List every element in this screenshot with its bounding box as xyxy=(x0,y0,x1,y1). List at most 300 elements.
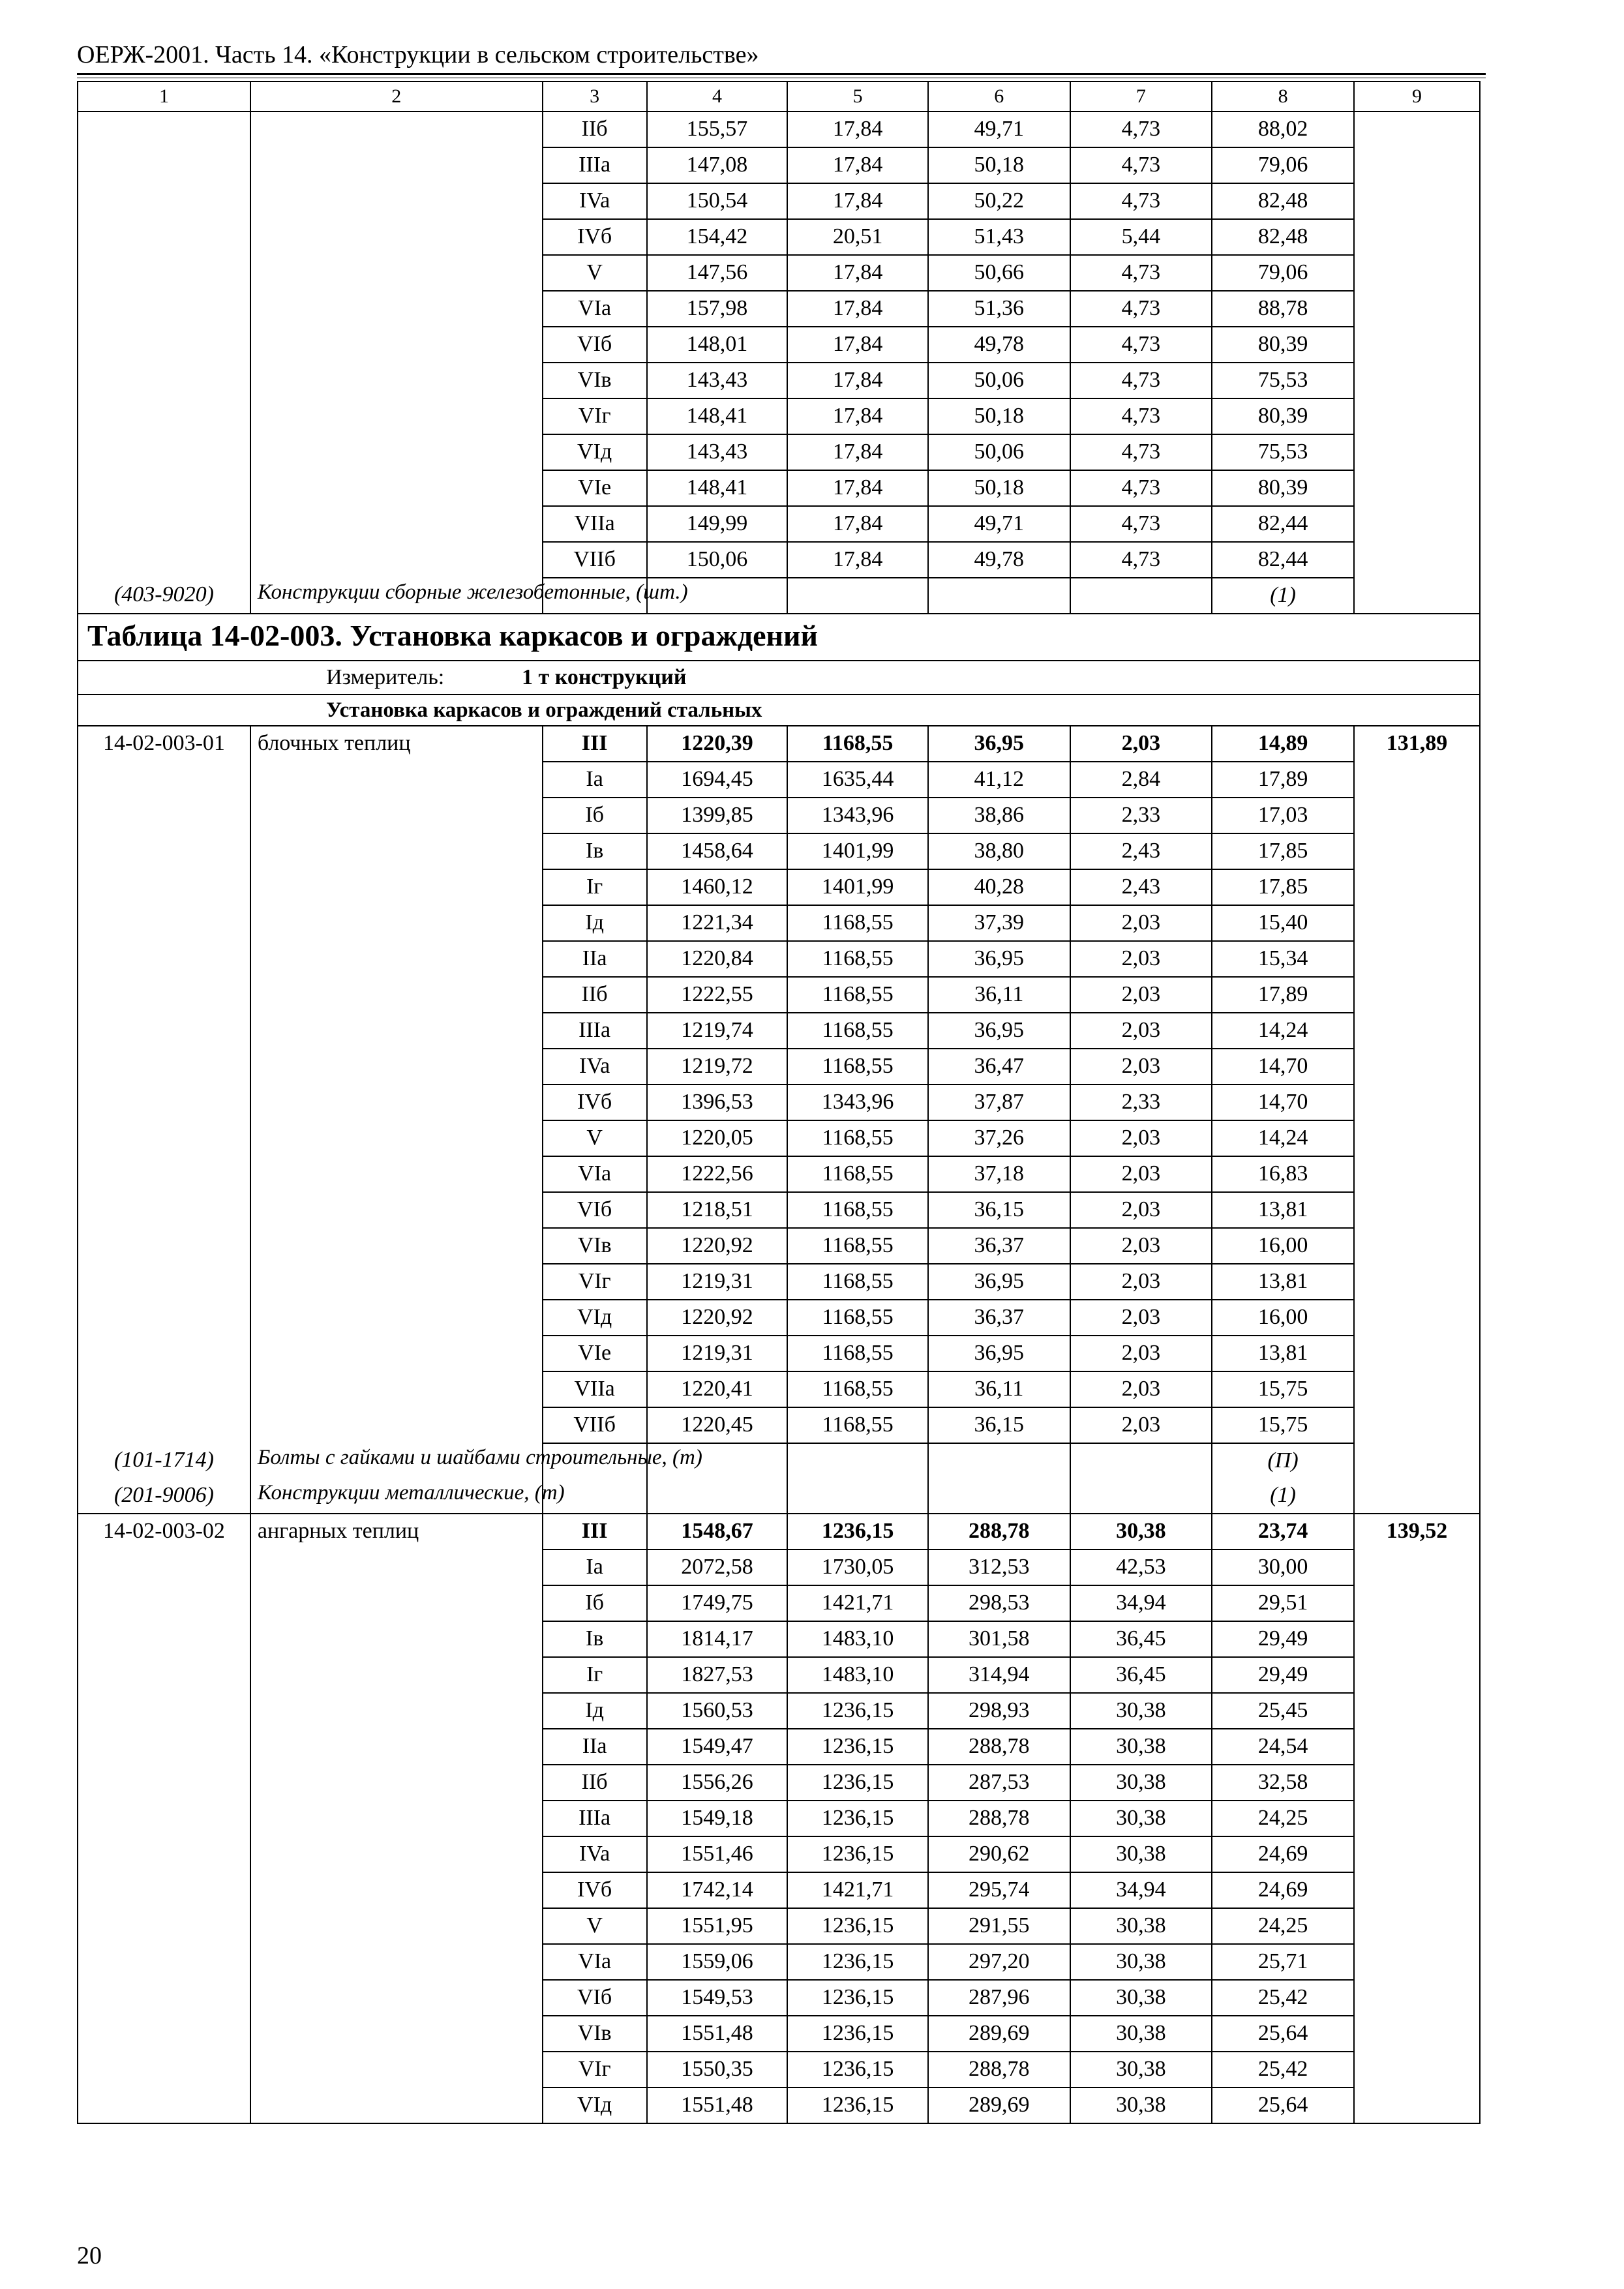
table-row xyxy=(78,1908,1480,1944)
cell-machinist-wages: 2,03 xyxy=(1070,941,1212,977)
cell-machine-costs: 50,06 xyxy=(928,434,1070,470)
cell-materials: 29,49 xyxy=(1212,1621,1354,1657)
cell-labor-hours xyxy=(1354,183,1480,219)
table-row xyxy=(78,1729,1480,1765)
cell-labor-hours xyxy=(1354,1908,1480,1944)
cell-name xyxy=(250,1371,543,1407)
price-table xyxy=(77,81,1481,2124)
cell-code xyxy=(78,905,250,941)
cell-materials: 24,25 xyxy=(1212,1801,1354,1836)
cell-labor-hours xyxy=(1354,869,1480,905)
cell-name xyxy=(250,1300,543,1336)
resource-code: (403-9020) xyxy=(78,578,250,614)
cell-direct-costs: 1549,47 xyxy=(647,1729,788,1765)
column-number-row xyxy=(78,82,1480,112)
table-row xyxy=(78,869,1480,905)
cell-name: блочных теплиц xyxy=(250,726,543,762)
cell-direct-costs: 1219,74 xyxy=(647,1013,788,1049)
cell-labor-wages: 1483,10 xyxy=(787,1621,928,1657)
cell-code xyxy=(78,1371,250,1407)
cell-machinist-wages: 30,38 xyxy=(1070,1514,1212,1549)
cell-name xyxy=(250,762,543,798)
cell-name xyxy=(250,434,543,470)
cell-code xyxy=(78,1300,250,1336)
cell-zone: Iв xyxy=(543,833,647,869)
cell-labor-wages: 1236,15 xyxy=(787,1908,928,1944)
cell-name xyxy=(250,1192,543,1228)
cell-zone: IVб xyxy=(543,1872,647,1908)
cell-direct-costs: 1549,18 xyxy=(647,1801,788,1836)
cell-machine-costs: 288,78 xyxy=(928,1801,1070,1836)
cell-materials: 17,89 xyxy=(1212,762,1354,798)
cell-direct-costs: 1399,85 xyxy=(647,798,788,833)
cell-labor-hours xyxy=(1354,1585,1480,1621)
cell-labor-wages: 1483,10 xyxy=(787,1657,928,1693)
cell-machinist-wages: 2,03 xyxy=(1070,905,1212,941)
cell-name xyxy=(250,363,543,398)
cell-code xyxy=(78,1336,250,1371)
column-number: 6 xyxy=(928,82,1070,112)
cell-zone: IVб xyxy=(543,1085,647,1120)
table-row xyxy=(78,1120,1480,1156)
cell-labor-hours xyxy=(1354,1120,1480,1156)
cell-name: ангарных теплиц xyxy=(250,1514,543,1549)
resource-code: (201-9006) xyxy=(78,1478,250,1514)
cell-machine-costs: 36,11 xyxy=(928,1371,1070,1407)
cell-materials: 25,42 xyxy=(1212,1980,1354,2016)
cell-direct-costs: 1219,31 xyxy=(647,1264,788,1300)
cell-materials: 30,00 xyxy=(1212,1549,1354,1585)
cell-name xyxy=(250,1621,543,1657)
cell-code xyxy=(78,2087,250,2123)
cell-zone: IVб xyxy=(543,219,647,255)
cell-code xyxy=(78,1980,250,2016)
cell-code xyxy=(78,1049,250,1085)
cell-name xyxy=(250,1085,543,1120)
cell-labor-wages: 1168,55 xyxy=(787,1156,928,1192)
cell-labor-hours xyxy=(1354,798,1480,833)
table-row xyxy=(78,762,1480,798)
cell-materials: 80,39 xyxy=(1212,327,1354,363)
cell-direct-costs: 2072,58 xyxy=(647,1549,788,1585)
cell-materials: 75,53 xyxy=(1212,434,1354,470)
cell-zone: VIв xyxy=(543,2016,647,2052)
page-header: ОЕРЖ-2001. Часть 14. «Конструкции в сельском строительстве» xyxy=(77,41,759,68)
cell-zone: V xyxy=(543,1120,647,1156)
cell-machinist-wages: 30,38 xyxy=(1070,1729,1212,1765)
cell-code xyxy=(78,1156,250,1192)
cell-labor-hours xyxy=(1354,1549,1480,1585)
cell-code xyxy=(78,798,250,833)
cell-name xyxy=(250,183,543,219)
cell-labor-hours xyxy=(1354,219,1480,255)
table-row xyxy=(78,542,1480,578)
cell-labor-hours xyxy=(1354,1980,1480,2016)
cell-materials: 82,48 xyxy=(1212,219,1354,255)
column-number: 4 xyxy=(647,82,788,112)
cell-zone: Iб xyxy=(543,798,647,833)
cell-labor-hours xyxy=(1354,2016,1480,2052)
cell-direct-costs: 150,54 xyxy=(647,183,788,219)
table-row xyxy=(78,905,1480,941)
cell-machinist-wages: 4,73 xyxy=(1070,363,1212,398)
column-number: 5 xyxy=(787,82,928,112)
cell-labor-wages: 1421,71 xyxy=(787,1872,928,1908)
cell-zone: IVa xyxy=(543,1836,647,1872)
cell-materials: 32,58 xyxy=(1212,1765,1354,1801)
column-number: 2 xyxy=(250,82,543,112)
cell-direct-costs: 143,43 xyxy=(647,434,788,470)
cell-machinist-wages: 4,73 xyxy=(1070,255,1212,291)
cell-labor-hours xyxy=(1354,506,1480,542)
cell-name xyxy=(250,1549,543,1585)
cell-materials: 16,83 xyxy=(1212,1156,1354,1192)
cell-zone: VIa xyxy=(543,291,647,327)
cell-machinist-wages: 36,45 xyxy=(1070,1657,1212,1693)
cell-machine-costs: 50,22 xyxy=(928,183,1070,219)
cell-code xyxy=(78,1264,250,1300)
cell-labor-hours xyxy=(1354,1300,1480,1336)
cell-labor-hours xyxy=(1354,542,1480,578)
cell-name xyxy=(250,1908,543,1944)
cell-direct-costs: 1222,56 xyxy=(647,1156,788,1192)
cell-direct-costs: 1396,53 xyxy=(647,1085,788,1120)
cell-materials: 14,70 xyxy=(1212,1049,1354,1085)
table-row xyxy=(78,219,1480,255)
cell-direct-costs: 149,99 xyxy=(647,506,788,542)
cell-labor-hours xyxy=(1354,1085,1480,1120)
cell-code xyxy=(78,1585,250,1621)
cell-machine-costs: 36,11 xyxy=(928,977,1070,1013)
cell-labor-wages: 1635,44 xyxy=(787,762,928,798)
cell-labor-wages: 1168,55 xyxy=(787,1120,928,1156)
resource-code: (101-1714) xyxy=(78,1443,250,1478)
cell-labor-wages: 1168,55 xyxy=(787,726,928,762)
cell-machine-costs: 37,26 xyxy=(928,1120,1070,1156)
cell-labor-hours xyxy=(1354,147,1480,183)
cell-labor-wages: 1401,99 xyxy=(787,869,928,905)
cell-labor-hours xyxy=(1354,833,1480,869)
cell-labor-wages: 17,84 xyxy=(787,506,928,542)
cell-materials: 82,48 xyxy=(1212,183,1354,219)
cell-machinist-wages: 4,73 xyxy=(1070,542,1212,578)
cell-machine-costs: 37,87 xyxy=(928,1085,1070,1120)
cell-zone: Iд xyxy=(543,1693,647,1729)
table-row xyxy=(78,1049,1480,1085)
cell-direct-costs: 1220,84 xyxy=(647,941,788,977)
cell-direct-costs: 143,43 xyxy=(647,363,788,398)
cell-code xyxy=(78,869,250,905)
column-number: 7 xyxy=(1070,82,1212,112)
cell-zone: IIa xyxy=(543,1729,647,1765)
cell-machinist-wages: 4,73 xyxy=(1070,147,1212,183)
cell-labor-wages: 1236,15 xyxy=(787,1729,928,1765)
cell-direct-costs: 1219,31 xyxy=(647,1336,788,1371)
cell-name xyxy=(250,1765,543,1801)
table-row xyxy=(78,1765,1480,1801)
column-number: 1 xyxy=(78,82,250,112)
cell-code xyxy=(78,977,250,1013)
empty-cell xyxy=(1070,578,1212,614)
table-row xyxy=(78,1585,1480,1621)
resource-qty: (1) xyxy=(1212,578,1354,614)
cell-name xyxy=(250,1980,543,2016)
cell-zone: VIa xyxy=(543,1156,647,1192)
table-row xyxy=(78,112,1480,147)
cell-direct-costs: 1814,17 xyxy=(647,1621,788,1657)
cell-materials: 14,70 xyxy=(1212,1085,1354,1120)
cell-code xyxy=(78,1407,250,1443)
cell-machinist-wages: 2,03 xyxy=(1070,1300,1212,1336)
cell-code xyxy=(78,363,250,398)
cell-machine-costs: 51,36 xyxy=(928,291,1070,327)
cell-machine-costs: 49,78 xyxy=(928,327,1070,363)
cell-zone: VIд xyxy=(543,434,647,470)
cell-machinist-wages: 2,33 xyxy=(1070,1085,1212,1120)
table-row xyxy=(78,1693,1480,1729)
cell-machine-costs: 49,71 xyxy=(928,506,1070,542)
cell-zone: VIб xyxy=(543,1192,647,1228)
empty-cell xyxy=(928,1478,1070,1514)
cell-name xyxy=(250,941,543,977)
cell-name xyxy=(250,1264,543,1300)
cell-labor-hours xyxy=(1354,434,1480,470)
table-row xyxy=(78,1621,1480,1657)
cell-machine-costs: 38,80 xyxy=(928,833,1070,869)
cell-machinist-wages: 2,03 xyxy=(1070,1049,1212,1085)
cell-code xyxy=(78,2052,250,2087)
cell-name xyxy=(250,1693,543,1729)
cell-zone: VIг xyxy=(543,1264,647,1300)
cell-zone: IVa xyxy=(543,183,647,219)
cell-labor-wages: 1343,96 xyxy=(787,798,928,833)
cell-name xyxy=(250,1013,543,1049)
cell-labor-hours xyxy=(1354,1371,1480,1407)
cell-machinist-wages: 30,38 xyxy=(1070,1801,1212,1836)
cell-labor-hours xyxy=(1354,1156,1480,1192)
cell-machinist-wages: 36,45 xyxy=(1070,1621,1212,1657)
cell-zone: Iг xyxy=(543,869,647,905)
cell-machine-costs: 295,74 xyxy=(928,1872,1070,1908)
cell-direct-costs: 148,01 xyxy=(647,327,788,363)
cell-zone: IIIa xyxy=(543,1013,647,1049)
cell-materials: 13,81 xyxy=(1212,1264,1354,1300)
cell-materials: 15,34 xyxy=(1212,941,1354,977)
cell-zone: VIIa xyxy=(543,1371,647,1407)
cell-materials: 24,25 xyxy=(1212,1908,1354,1944)
cell-direct-costs: 1551,95 xyxy=(647,1908,788,1944)
cell-direct-costs: 1556,26 xyxy=(647,1765,788,1801)
cell-code xyxy=(78,762,250,798)
table-row xyxy=(78,291,1480,327)
cell-labor-wages: 1236,15 xyxy=(787,1693,928,1729)
table-row xyxy=(78,506,1480,542)
cell-code xyxy=(78,1549,250,1585)
cell-labor-hours xyxy=(1354,1621,1480,1657)
cell-labor-hours xyxy=(1354,327,1480,363)
cell-materials: 13,81 xyxy=(1212,1192,1354,1228)
cell-labor-wages: 1168,55 xyxy=(787,905,928,941)
cell-materials: 15,40 xyxy=(1212,905,1354,941)
cell-labor-wages: 1236,15 xyxy=(787,1801,928,1836)
cell-machinist-wages: 5,44 xyxy=(1070,219,1212,255)
cell-materials: 82,44 xyxy=(1212,542,1354,578)
table-row xyxy=(78,1336,1480,1371)
cell-name xyxy=(250,219,543,255)
cell-code xyxy=(78,1085,250,1120)
cell-labor-wages: 17,84 xyxy=(787,327,928,363)
cell-materials: 79,06 xyxy=(1212,255,1354,291)
cell-code: 14-02-003-02 xyxy=(78,1514,250,1549)
table-row xyxy=(78,363,1480,398)
resource-row xyxy=(78,578,1480,614)
cell-labor-wages: 1236,15 xyxy=(787,1514,928,1549)
cell-machine-costs: 290,62 xyxy=(928,1836,1070,1872)
cell-machinist-wages: 30,38 xyxy=(1070,2016,1212,2052)
cell-machine-costs: 50,18 xyxy=(928,147,1070,183)
resource-qty: (П) xyxy=(1212,1443,1354,1478)
cell-labor-hours xyxy=(1354,762,1480,798)
cell-direct-costs: 147,08 xyxy=(647,147,788,183)
cell-machinist-wages: 4,73 xyxy=(1070,183,1212,219)
cell-materials: 14,24 xyxy=(1212,1013,1354,1049)
cell-name xyxy=(250,2087,543,2123)
cell-materials: 25,45 xyxy=(1212,1693,1354,1729)
column-number: 8 xyxy=(1212,82,1354,112)
cell-labor-wages: 1168,55 xyxy=(787,1192,928,1228)
cell-machine-costs: 51,43 xyxy=(928,219,1070,255)
cell-code xyxy=(78,1836,250,1872)
cell-zone: VIг xyxy=(543,2052,647,2087)
cell-name xyxy=(250,977,543,1013)
cell-machinist-wages: 2,33 xyxy=(1070,798,1212,833)
table-row xyxy=(78,398,1480,434)
table-row xyxy=(78,798,1480,833)
resource-row xyxy=(78,1478,1480,1514)
table-title-row xyxy=(78,614,1480,661)
cell-name xyxy=(250,542,543,578)
cell-labor-wages: 17,84 xyxy=(787,542,928,578)
cell-machine-costs: 50,18 xyxy=(928,398,1070,434)
cell-machine-costs: 36,15 xyxy=(928,1192,1070,1228)
cell-materials: 17,89 xyxy=(1212,977,1354,1013)
cell-direct-costs: 1220,92 xyxy=(647,1300,788,1336)
meter-unit: 1 т конструкций xyxy=(522,665,687,689)
cell-name xyxy=(250,470,543,506)
cell-labor-wages: 1168,55 xyxy=(787,1336,928,1371)
cell-labor-hours xyxy=(1354,905,1480,941)
cell-direct-costs: 148,41 xyxy=(647,398,788,434)
cell-direct-costs: 1560,53 xyxy=(647,1693,788,1729)
cell-machinist-wages: 4,73 xyxy=(1070,434,1212,470)
cell-zone: Ia xyxy=(543,1549,647,1585)
cell-labor-hours xyxy=(1354,470,1480,506)
cell-zone: V xyxy=(543,255,647,291)
cell-name xyxy=(250,291,543,327)
cell-name xyxy=(250,1872,543,1908)
cell-name xyxy=(250,1156,543,1192)
cell-direct-costs: 147,56 xyxy=(647,255,788,291)
table-row xyxy=(78,1549,1480,1585)
cell-labor-hours xyxy=(1354,1765,1480,1801)
cell-name xyxy=(250,869,543,905)
table-row xyxy=(78,1300,1480,1336)
cell-machinist-wages: 4,73 xyxy=(1070,291,1212,327)
cell-code xyxy=(78,1657,250,1693)
header-rule xyxy=(77,73,1486,75)
resource-row xyxy=(78,1443,1480,1478)
cell-labor-hours xyxy=(1354,1801,1480,1836)
table-row xyxy=(78,147,1480,183)
table-row xyxy=(78,1657,1480,1693)
cell-materials: 75,53 xyxy=(1212,363,1354,398)
empty-cell xyxy=(647,1478,788,1514)
cell-labor-wages: 1168,55 xyxy=(787,977,928,1013)
cell-machine-costs: 298,53 xyxy=(928,1585,1070,1621)
cell-materials: 25,64 xyxy=(1212,2016,1354,2052)
cell-machine-costs: 50,18 xyxy=(928,470,1070,506)
cell-code xyxy=(78,434,250,470)
meter-label: Измеритель: xyxy=(326,665,445,689)
table-row xyxy=(78,183,1480,219)
cell-labor-hours xyxy=(1354,1228,1480,1264)
cell-machine-costs: 38,86 xyxy=(928,798,1070,833)
cell-name xyxy=(250,1729,543,1765)
cell-labor-hours xyxy=(1354,398,1480,434)
cell-labor-wages: 1168,55 xyxy=(787,1407,928,1443)
cell-direct-costs: 1551,46 xyxy=(647,1836,788,1872)
resource-qty: (1) xyxy=(1212,1478,1354,1514)
cell-direct-costs: 1220,39 xyxy=(647,726,788,762)
cell-labor-wages: 1236,15 xyxy=(787,1836,928,1872)
cell-labor-wages: 1236,15 xyxy=(787,2052,928,2087)
cell-zone: Iб xyxy=(543,1585,647,1621)
cell-labor-wages: 1236,15 xyxy=(787,2087,928,2123)
cell-machine-costs: 40,28 xyxy=(928,869,1070,905)
cell-zone: VIIб xyxy=(543,542,647,578)
cell-machinist-wages: 2,03 xyxy=(1070,1156,1212,1192)
cell-name xyxy=(250,398,543,434)
cell-code xyxy=(78,183,250,219)
cell-machinist-wages: 2,03 xyxy=(1070,1336,1212,1371)
subsection-cell xyxy=(78,695,1480,726)
cell-zone: Iг xyxy=(543,1657,647,1693)
cell-machine-costs: 50,06 xyxy=(928,363,1070,398)
cell-labor-hours xyxy=(1354,1407,1480,1443)
cell-code xyxy=(78,147,250,183)
cell-materials: 25,71 xyxy=(1212,1944,1354,1980)
cell-labor-hours xyxy=(1354,363,1480,398)
cell-zone: III xyxy=(543,1514,647,1549)
cell-name xyxy=(250,798,543,833)
cell-labor-hours xyxy=(1354,1872,1480,1908)
cell-name xyxy=(250,1657,543,1693)
cell-zone: III xyxy=(543,726,647,762)
cell-labor-hours xyxy=(1354,1657,1480,1693)
cell-zone: Iд xyxy=(543,905,647,941)
cell-labor-wages: 1236,15 xyxy=(787,1944,928,1980)
subsection-title: Установка каркасов и ограждений стальных xyxy=(326,698,762,722)
cell-machine-costs: 36,95 xyxy=(928,1336,1070,1371)
cell-materials: 24,69 xyxy=(1212,1836,1354,1872)
cell-labor-hours xyxy=(1354,1013,1480,1049)
table-row xyxy=(78,2016,1480,2052)
cell-machine-costs: 36,47 xyxy=(928,1049,1070,1085)
cell-code: 14-02-003-01 xyxy=(78,726,250,762)
cell-name xyxy=(250,1336,543,1371)
cell-labor-hours: 139,52 xyxy=(1354,1514,1480,1549)
cell-machine-costs: 288,78 xyxy=(928,1729,1070,1765)
